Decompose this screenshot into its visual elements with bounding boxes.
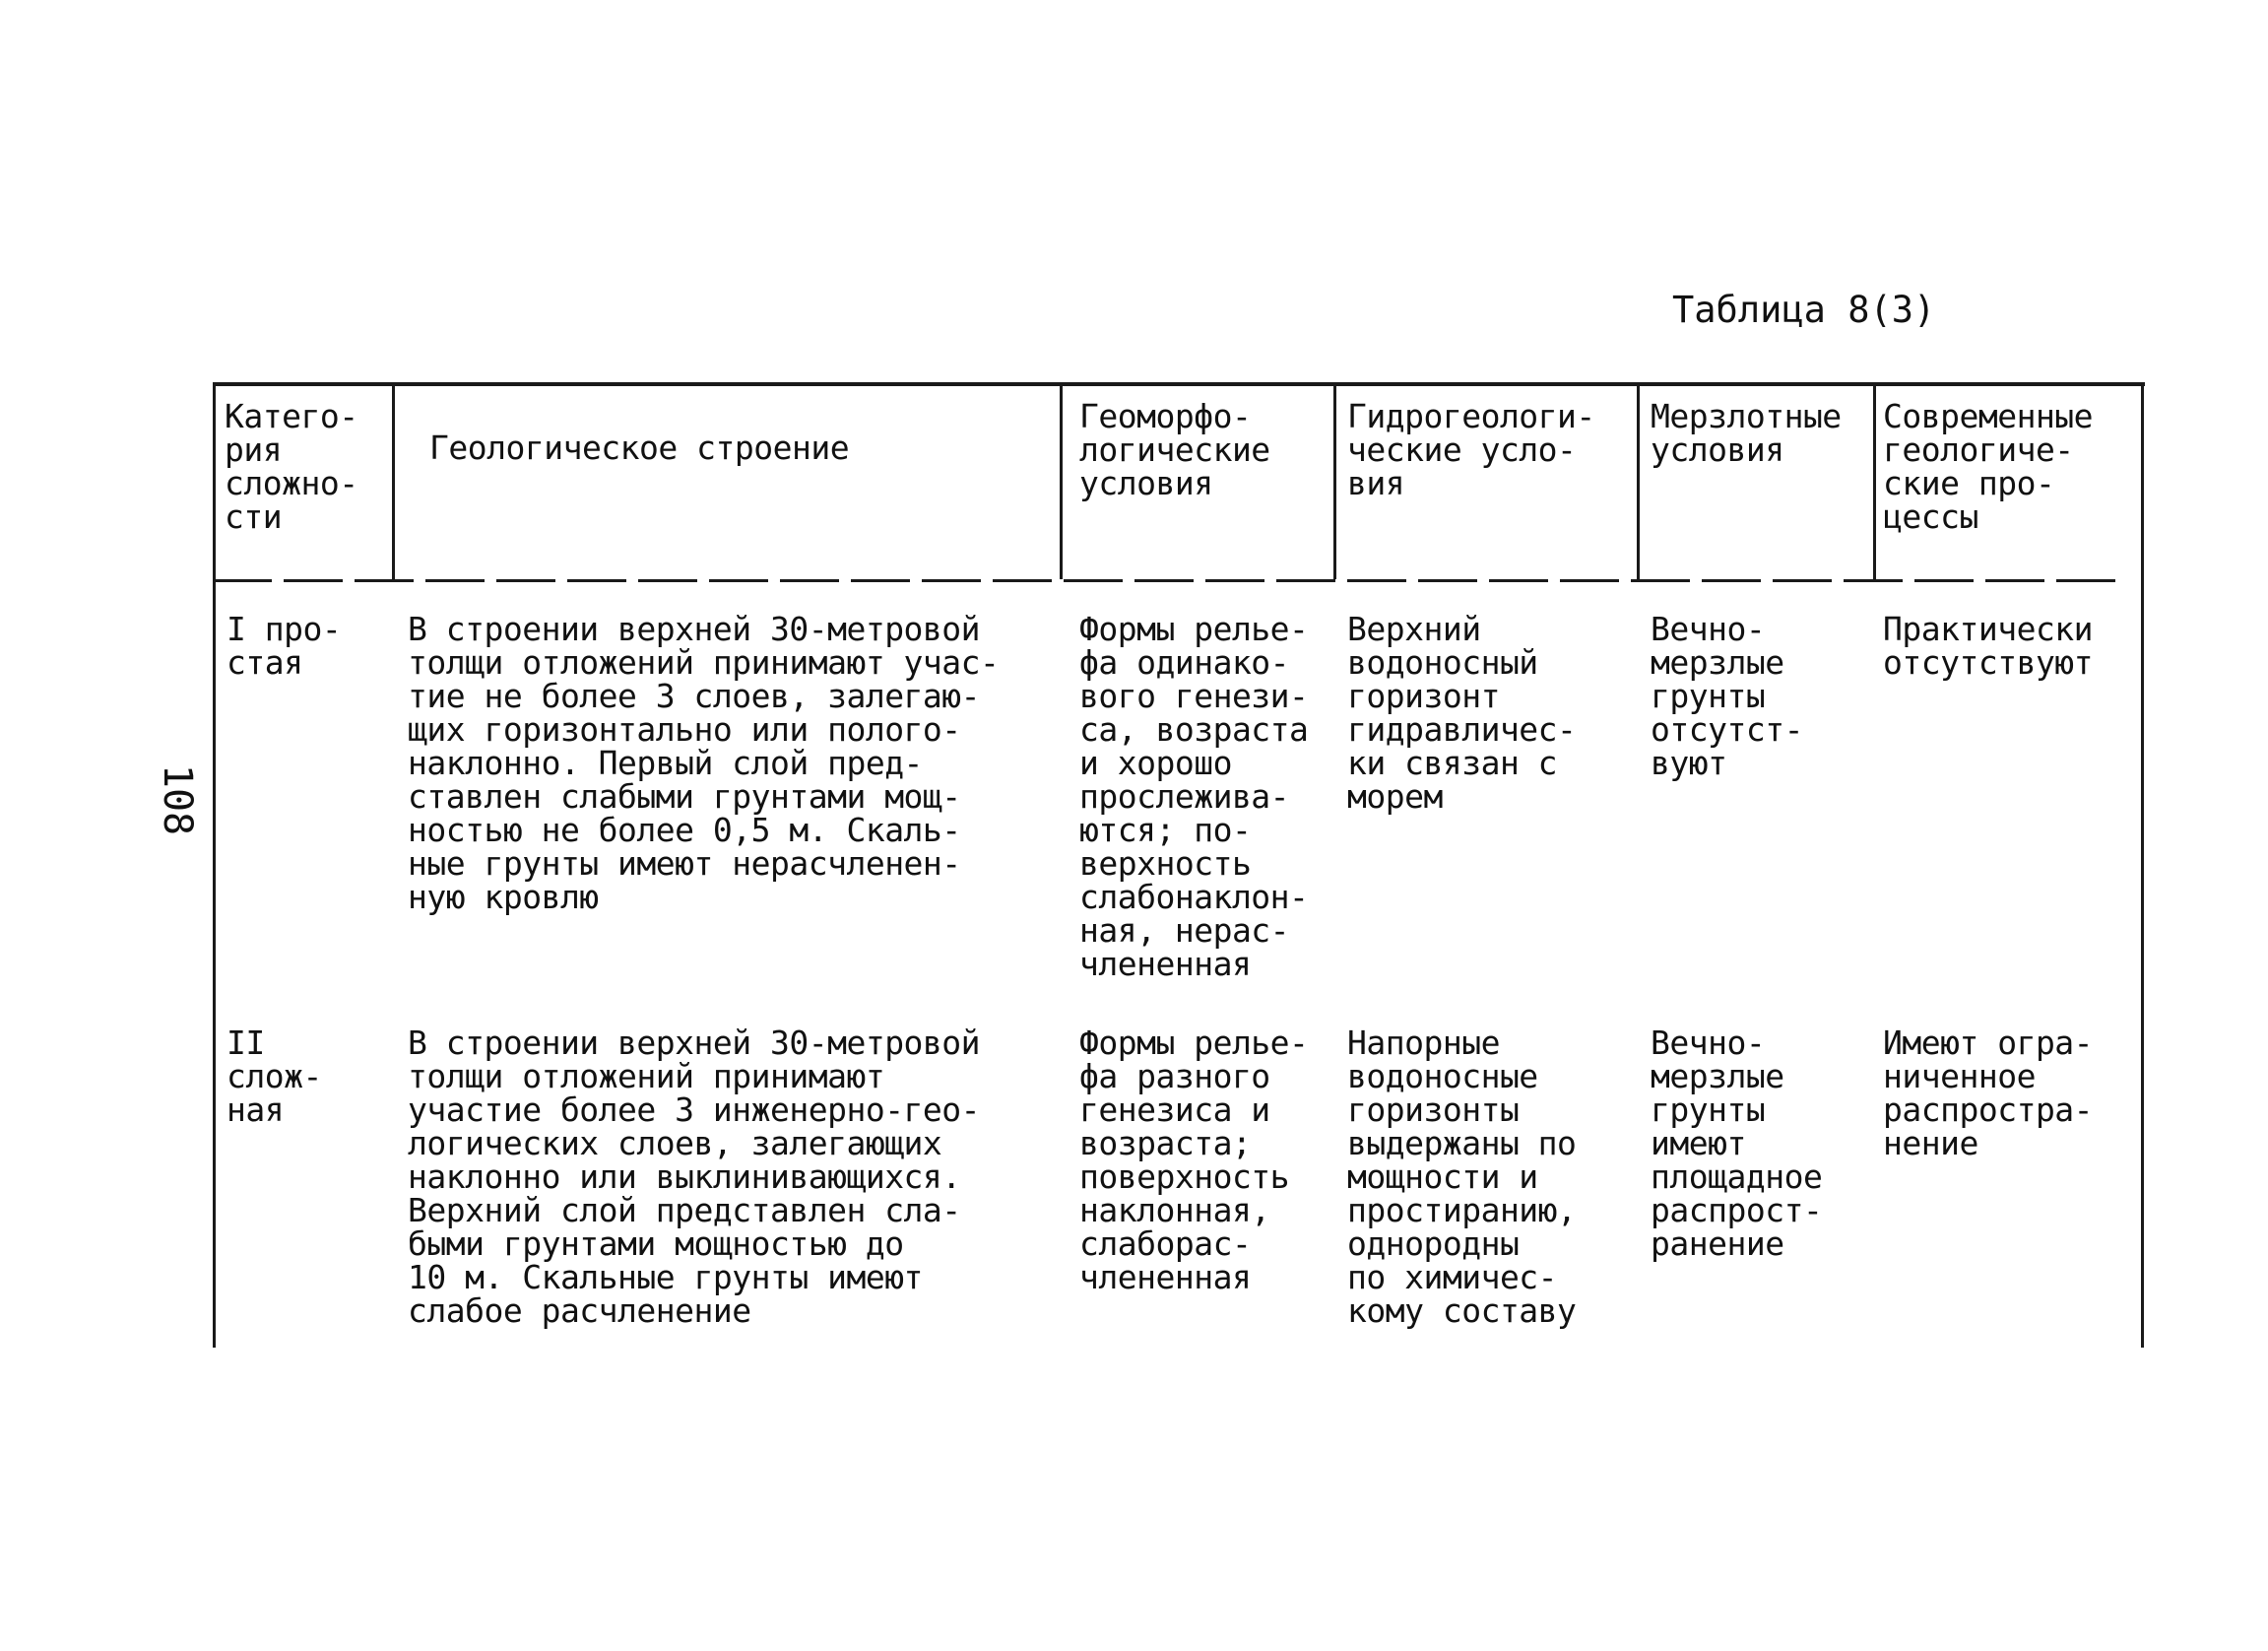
- header-permafrost: Мерзлотные условия: [1651, 397, 1842, 469]
- column-divider: [1637, 382, 1640, 579]
- complexity-table: [213, 382, 2145, 1348]
- header-hydrogeology: Гидрогеологи- ческие усло- вия: [1347, 397, 1595, 502]
- table-left-border: [213, 382, 216, 1348]
- header-category: Катего- рия сложно- сти: [225, 397, 358, 536]
- column-divider: [1060, 382, 1063, 579]
- row1-geology: В строении верхней 30-метровой толщи отложений принимают учас- тие не более 3 слоев, залегаю- щих горизонтально или полого- наклонно. Первый слой пред- ставлен слабыми грунтами мощ- ностью не более 0,5 м. Скаль- ные грунты имеют нерасчленен- ную кровлю: [408, 610, 1000, 916]
- table-caption: Таблица 8(3): [1672, 289, 1936, 331]
- header-processes: Современные геологиче- ские про- цессы: [1883, 397, 2094, 536]
- row1-permafrost: Вечно- мерзлые грунты отсутст- вуют: [1651, 610, 1803, 782]
- page-number: 108: [155, 763, 200, 836]
- header-geology: Геологическое строение: [429, 429, 850, 467]
- row2-permafrost: Вечно- мерзлые грунты имеют площадное распрост- ранение: [1651, 1024, 1823, 1263]
- table-right-border: [2141, 382, 2144, 1348]
- row1-category: I про- стая: [227, 610, 342, 682]
- column-divider: [392, 382, 395, 579]
- row2-category: II слож- ная: [227, 1024, 322, 1129]
- row1-hydrogeology: Верхний водоносный горизонт гидравличес- ки связан с морем: [1347, 610, 1577, 816]
- header-geomorphology: Геоморфо- логические условия: [1079, 397, 1270, 502]
- row2-processes: Имеют огра- ниченное распростра- нение: [1883, 1024, 2094, 1162]
- row1-geomorphology: Формы релье- фа одинако- вого генези- са, возраста и хорошо прослежива- ются; по- верхность слабонаклон- ная, нерас- члененная: [1079, 610, 1309, 983]
- row2-hydrogeology: Напорные водоносные горизонты выдержаны по мощности и простиранию, однородны по химичес- кому составу: [1347, 1024, 1577, 1330]
- table-top-rule: [213, 382, 2145, 386]
- column-divider: [1333, 382, 1336, 579]
- row1-processes: Практически отсутствуют: [1883, 610, 2094, 682]
- header-bottom-rule: [213, 579, 2123, 582]
- column-divider: [1873, 382, 1876, 579]
- row2-geomorphology: Формы релье- фа разного генезиса и возраста; поверхность наклонная, слаборас- члененная: [1079, 1024, 1309, 1296]
- row2-geology: В строении верхней 30-метровой толщи отложений принимают участие более 3 инженерно-гео- логических слоев, залегающих наклонно или выклинивающихся. Верхний слой представлен сла- быми грунтами мощностью до 10 м. Скальные грунты имеют слабое расчленение: [408, 1024, 981, 1330]
